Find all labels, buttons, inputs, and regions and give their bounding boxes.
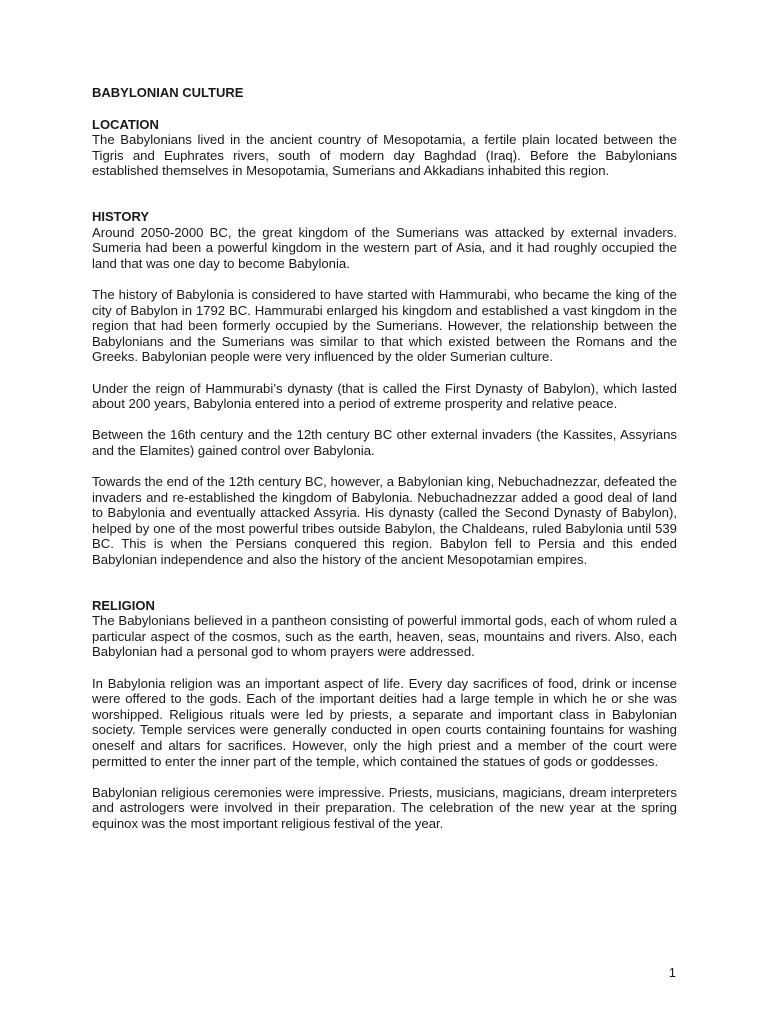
section-heading: HISTORY [92, 208, 150, 224]
section-location [92, 117, 677, 179]
document-title: BABYLONIAN CULTURE [92, 85, 244, 100]
paragraph: Between the 16th century and the 12th century BC other external invaders (the Kassites, Assyrians and the Elamites) gained control over Babylonia. [92, 427, 677, 458]
section-history [92, 209, 677, 568]
paragraph: Babylonian religious ceremonies were impressive. Priests, musicians, magicians, dream interpreters and astrologers were involved in their preparation. The celebration of the new year at the spring equinox was the most important religious festival of the year. [92, 784, 677, 831]
paragraph: The Babylonians lived in the ancient country of Mesopotamia, a fertile plain located between the Tigris and Euphrates rivers, south of modern day Baghdad (Iraq). Before the Babylonians established themselves in Mesopotamia, Sumerians and Akkadians inhabited this region. [92, 132, 677, 179]
paragraph: The history of Babylonia is considered to have started with Hammurabi, who became the king of the city of Babylon in 1792 BC. Hammurabi enlarged his kingdom and established a vast kingdom in the region that had been formerly occupied by the Sumerians. However, the relationship between the Babylonians and the Sumerians was similar to that which existed between the Romans and the Greeks. Babylonian people were very influenced by the older Sumerian culture. [92, 286, 677, 365]
document-page [92, 85, 677, 862]
paragraph: The Babylonians believed in a pantheon consisting of powerful immortal gods, each of whom ruled a particular aspect of the cosmos, such as the earth, heaven, seas, mountains and rivers. Also, each Babylonian had a personal god to whom prayers were addressed. [92, 613, 677, 660]
section-heading: LOCATION [92, 116, 159, 132]
section-heading: RELIGION [92, 597, 155, 613]
section-religion [92, 598, 677, 832]
paragraph: In Babylonia religion was an important aspect of life. Every day sacrifices of food, drink or incense were offered to the gods. Each of the important deities had a large temple in which he or she was worshipped. Religious rituals were led by priests, a separate and important class in Babylonian society. Temple services were generally conducted in open courts containing fountains for washing oneself and altars for sacrifices. However, only the high priest and a member of the court were permitted to enter the inner part of the temple, which contained the statues of gods or goddesses. [92, 675, 677, 769]
paragraph: Under the reign of Hammurabi’s dynasty (that is called the First Dynasty of Babylon), which lasted about 200 years, Babylonia entered into a period of extreme prosperity and relative peace. [92, 380, 677, 412]
paragraph: Towards the end of the 12th century BC, however, a Babylonian king, Nebuchadnezzar, defeated the invaders and re-established the kingdom of Babylonia. Nebuchadnezzar added a good deal of land to Babylonia and eventually attacked Assyria. His dynasty (called the Second Dynasty of Babylon), helped by one of the most powerful tribes outside Babylon, the Chaldeans, ruled Babylonia until 539 BC. This is when the Persians conquered this region. Babylon fell to Persia and this ended Babylonian independence and also the history of the ancient Mesopotamian empires. [92, 474, 677, 568]
page-number: 1 [668, 965, 676, 980]
paragraph: Around 2050-2000 BC, the great kingdom of the Sumerians was attacked by external invaders. Sumeria had been a powerful kingdom in the western part of Asia, and it had roughly occupied the land that was one day to become Babylonia. [92, 224, 677, 271]
